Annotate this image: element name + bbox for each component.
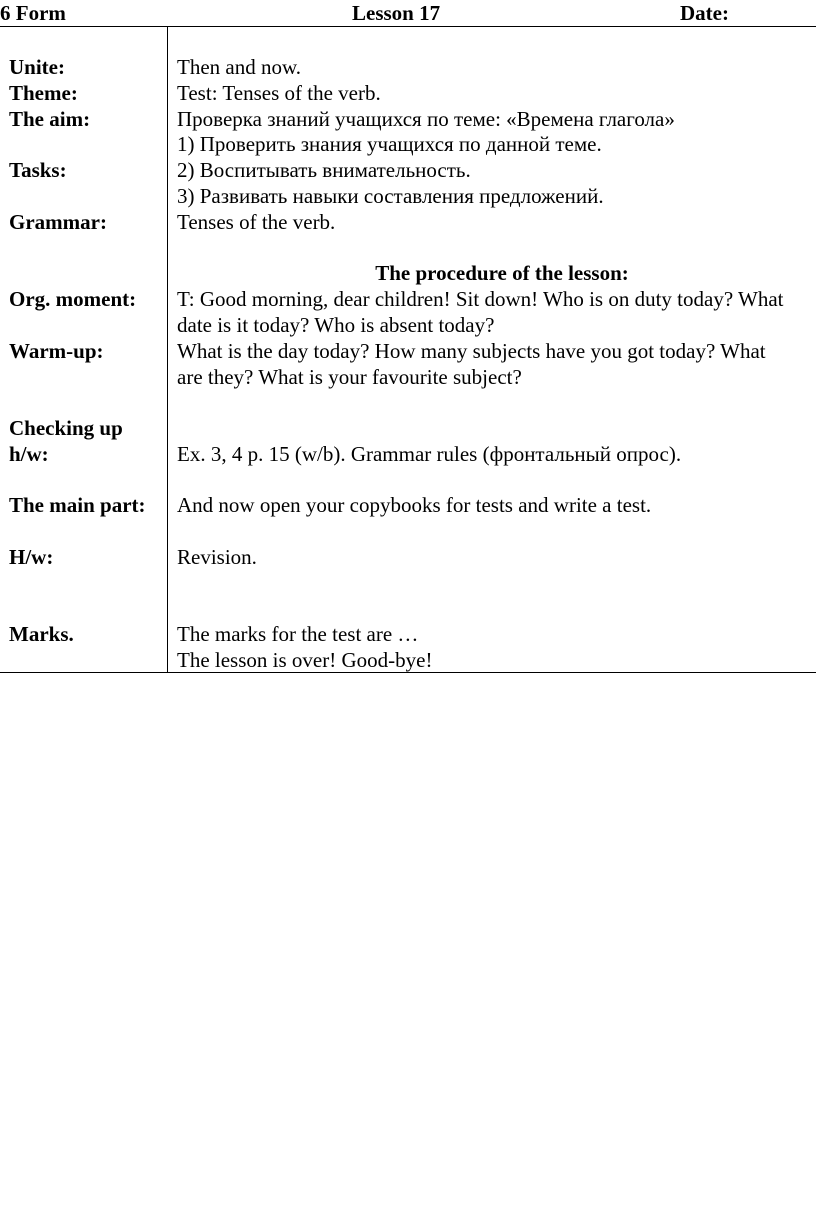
task-2: 2) Воспитывать внимательность. — [177, 158, 471, 182]
checking-value: Ex. 3, 4 p. 15 (w/b). Grammar rules (фронтальный опрос). — [177, 442, 682, 466]
warm-up-line-1: What is the day today? How many subjects have you got today? What — [177, 339, 766, 363]
theme-label: Theme: — [9, 81, 78, 105]
unite-value: Then and now. — [177, 55, 302, 79]
aim-label: The aim: — [9, 107, 91, 131]
unite-label: Unite: — [9, 55, 65, 79]
grammar-value: Tenses of the verb. — [177, 210, 336, 234]
org-moment-line-1: T: Good morning, dear children! Sit down! Who is on duty today? What — [177, 287, 784, 311]
theme-value: Test: Tenses of the verb. — [177, 81, 381, 105]
org-moment-line-2: date is it today? Who is absent today? — [177, 313, 495, 337]
hw-label: H/w: — [9, 545, 54, 569]
main-part-label: The main part: — [9, 493, 146, 517]
checking-up-label: Checking up — [9, 416, 123, 440]
table-top-border — [0, 26, 816, 27]
form-label: 6 Form — [0, 1, 66, 25]
task-1: 1) Проверить знания учащихся по данной теме. — [177, 132, 602, 156]
marks-label: Marks. — [9, 622, 74, 646]
checking-up-hw-label: h/w: — [9, 442, 49, 466]
tasks-label: Tasks: — [9, 158, 67, 182]
column-divider — [167, 27, 168, 673]
warm-up-line-2: are they? What is your favourite subject? — [177, 365, 522, 389]
date-label: Date: — [680, 1, 729, 25]
marks-line-1: The marks for the test are … — [177, 622, 419, 646]
main-part-value: And now open your copybooks for tests and write a test. — [177, 493, 652, 517]
hw-value: Revision. — [177, 545, 257, 569]
marks-line-2: The lesson is over! Good-bye! — [177, 648, 433, 672]
procedure-heading: The procedure of the lesson: — [375, 261, 629, 285]
org-moment-label: Org. moment: — [9, 287, 137, 311]
warm-up-label: Warm-up: — [9, 339, 104, 363]
grammar-label: Grammar: — [9, 210, 107, 234]
task-3: 3) Развивать навыки составления предложений. — [177, 184, 604, 208]
aim-value: Проверка знаний учащихся по теме: «Времена глагола» — [177, 107, 675, 131]
lesson-title: Lesson 17 — [352, 1, 441, 25]
